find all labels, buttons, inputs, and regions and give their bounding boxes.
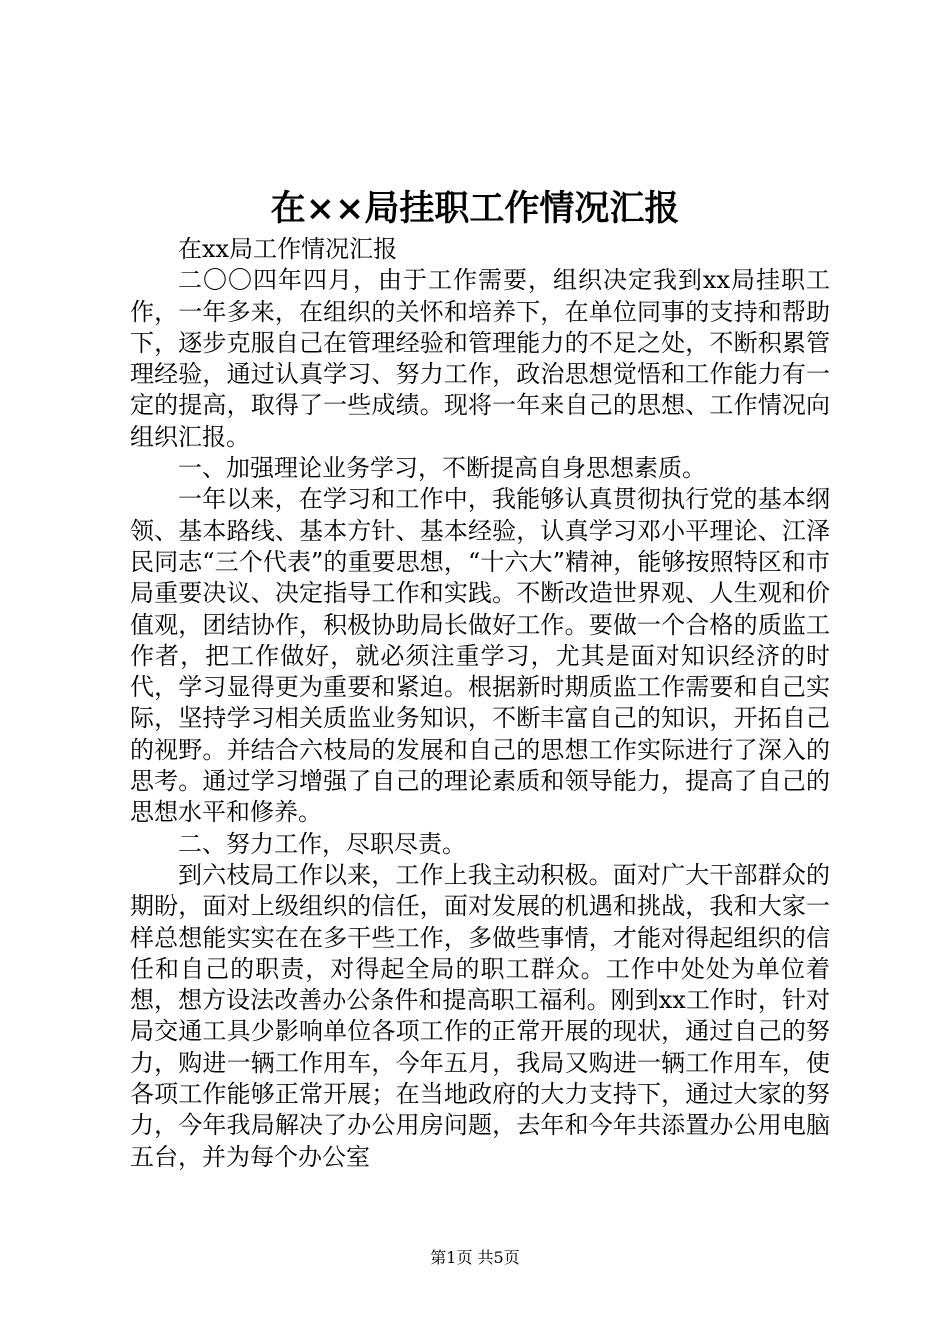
- paragraph-work: 到六枝局工作以来，工作上我主动积极。面对广大干部群众的期盼，面对上级组织的信任，面对发展的机遇和挑战，我和大家一样总想能实实在在多干些工作，多做些事情，才能对得起组织的信任和自己的职责，对得起全局的职工群众。工作中处处为单位着想，想方设法改善办公条件和提高职工福利。刚到xx工作时，针对局交通工具少影响单位各项工作的正常开展的现状，通过自己的努力，购进一辆工作用车，今年五月，我局又购进一辆工作用车，使各项工作能够正常开展；在当地政府的大力支持下，通过大家的努力，今年我局解决了办公用房问题，去年和今年共添置办公用电脑五台，并为每个办公室: [130, 860, 830, 1171]
- paragraph-study: 一年以来，在学习和工作中，我能够认真贯彻执行党的基本纲领、基本路线、基本方针、基本经验，认真学习邓小平理论、江泽民同志“三个代表”的重要思想，“十六大”精神，能够按照特区和市局重要决议、决定指导工作和实践。不断改造世界观、人生观和价值观，团结协作，积极协助局长做好工作。要做一个合格的质监工作者，把工作做好，就必须注重学习，尤其是面对知识经济的时代，学习显得更为重要和紧迫。根据新时期质监工作需要和自己实际，坚持学习相关质监业务知识，不断丰富自己的知识，开拓自己的视野。并结合六枝局的发展和自己的思想工作实际进行了深入的思考。通过学习增强了自己的理论素质和领导能力，提高了自己的思想水平和修养。: [130, 485, 830, 827]
- section-heading-1: 一、加强理论业务学习，不断提高自身思想素质。: [178, 454, 706, 483]
- document-title: 在××局挂职工作情况汇报: [270, 188, 680, 229]
- paragraph-intro: 二〇〇四年四月，由于工作需要，组织决定我到xx局挂职工作，一年多来，在组织的关怀和培养下，在单位同事的支持和帮助下，逐步克服自己在管理经验和管理能力的不足之处，不断积累管理经验，通过认真学习、努力工作，政治思想觉悟和工作能力有一定的提高，取得了一些成绩。现将一年来自己的思想、工作情况向组织汇报。: [130, 266, 830, 451]
- paragraph-subtitle: 在xx局工作情况汇报: [178, 235, 398, 263]
- page-footer: 第1页 共5页: [430, 1248, 520, 1267]
- section-heading-2: 二、努力工作，尽职尽责。: [178, 829, 466, 858]
- document-body: [130, 234, 830, 1173]
